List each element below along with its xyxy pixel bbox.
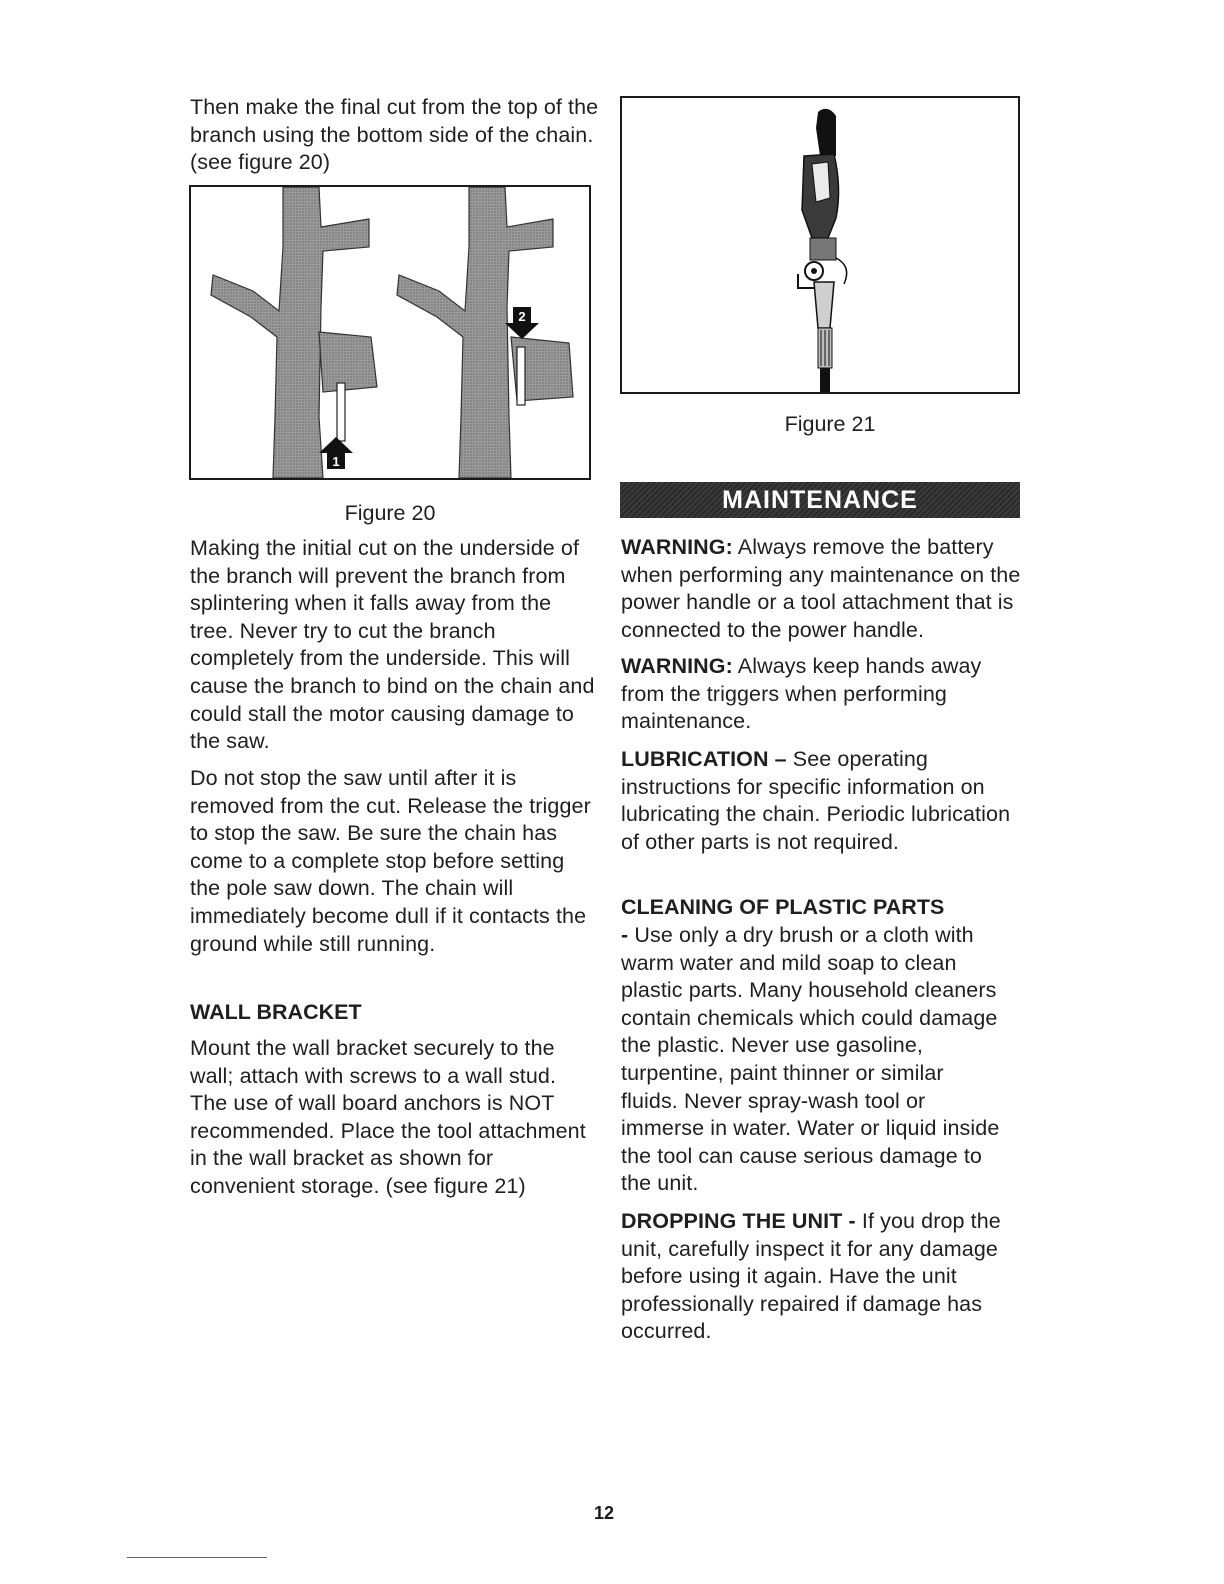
wall-bracket-paragraph: Mount the wall bracket securely to the wall; attach with screws to a wall stud. The use of wall board anchors is NOT recommended. Place the tool attachment in the wall bracket as shown for convenient storage. (see figure 21) <box>190 1036 586 1198</box>
lubrication-text: See operating instructions for specific information on lubricating the chain. Periodic lubrication of other parts is not required. <box>621 747 1011 854</box>
stop-saw-paragraph: Do not stop the saw until after it is removed from the cut. Release the trigger to stop the saw. Be sure the chain has come to a complete stop before setting the pole saw down. The chain will immediately become dull if it contacts the ground while still running. <box>190 766 591 956</box>
step-2-label: 2 <box>518 309 526 324</box>
tree-right <box>397 187 573 478</box>
footer-rule <box>127 1557 267 1558</box>
cleaning-dash: - <box>621 923 629 947</box>
figure-20-illustration <box>189 185 591 480</box>
dropping-label: DROPPING THE UNIT - <box>621 1209 856 1233</box>
figure-21-illustration <box>620 96 1020 394</box>
warning-triggers-paragraph <box>621 653 1021 736</box>
cleaning-text: Use only a dry brush or a cloth with warm water and mild soap to clean plastic parts. Many household cleaners contain chemicals which could damage the plastic. Never use gasoline, turpentine, paint thinner or similar fluids. Never spray-wash tool or immerse in water. Water or liquid inside the tool can cause serious damage to the unit. <box>621 923 1000 1196</box>
dropping-text: If you drop the unit, carefully inspect it for any damage before using it again. Have the unit professionally repaired if damage has occurred. <box>621 1209 1001 1344</box>
warning-triggers-text: Always keep hands away from the triggers when performing maintenance. <box>621 654 982 734</box>
step-1-label: 1 <box>332 454 340 469</box>
page-number: 12 <box>593 1503 615 1523</box>
maintenance-banner <box>620 482 1020 518</box>
lubrication-paragraph <box>621 746 1021 856</box>
cleaning-paragraph <box>621 922 1001 1198</box>
saw-bar-right <box>517 347 525 405</box>
figure-21-caption: Figure 21 <box>784 412 876 436</box>
figure-20-caption: Figure 20 <box>344 501 436 525</box>
dropping-paragraph <box>621 1208 1001 1346</box>
pole-saw-wall-bracket-drawing <box>622 98 1018 392</box>
maintenance-title: MAINTENANCE <box>722 486 918 514</box>
branch-cut-paragraph: Making the initial cut on the underside of the branch will prevent the branch from splintering when it falls away from the tree. Never try to cut the branch completely from the underside. This will cause the branch to bind on the chain and could stall the motor causing damage to the saw. <box>190 536 595 754</box>
wall-bracket-heading: WALL BRACKET <box>190 1000 362 1024</box>
down-arrow-icon <box>505 307 539 339</box>
tree-cut-diagram <box>191 187 589 478</box>
lubrication-label: LUBRICATION – <box>621 747 787 771</box>
cleaning-heading: CLEANING OF PLASTIC PARTS <box>621 895 945 919</box>
warning-battery-text: Always remove the battery when performing any maintenance on the power handle or a tool attachment that is connected to the power handle. <box>621 535 1021 642</box>
warning-label: WARNING: <box>621 654 733 678</box>
tree-left <box>211 187 377 478</box>
up-arrow-icon <box>319 437 353 469</box>
warning-battery-paragraph <box>621 534 1021 644</box>
pole-saw-icon <box>798 109 847 392</box>
intro-paragraph: Then make the final cut from the top of the branch using the bottom side of the chain. (see figure 20) <box>190 95 599 175</box>
warning-label: WARNING: <box>621 535 733 559</box>
saw-bar-left <box>337 383 345 441</box>
